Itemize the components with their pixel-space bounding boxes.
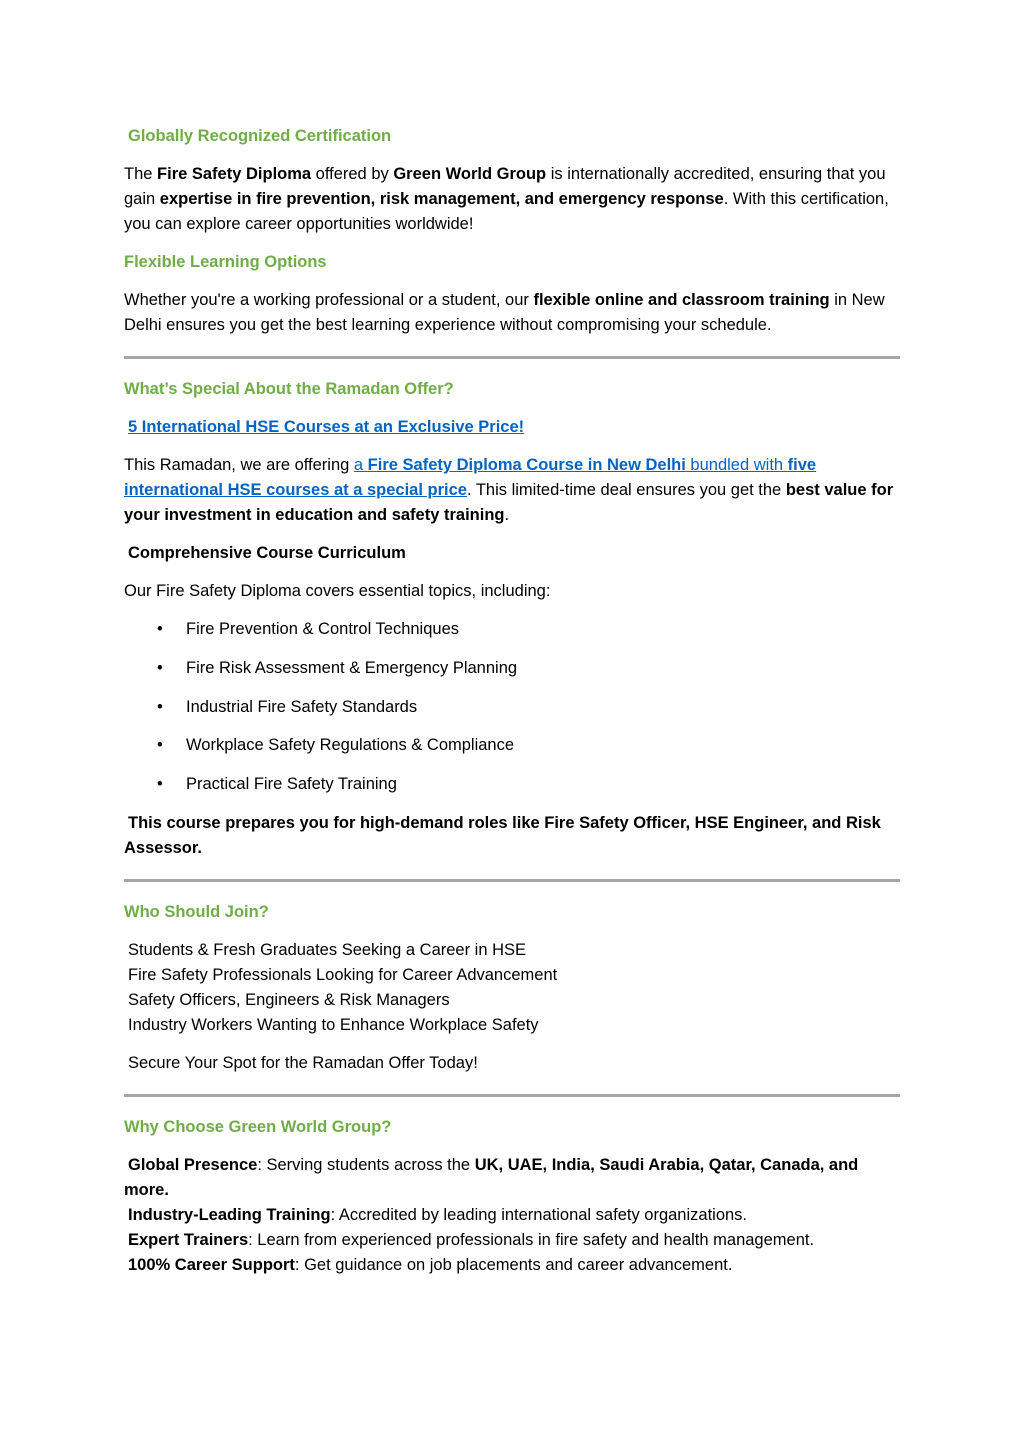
text-bold: Global Presence <box>128 1155 258 1174</box>
bullet-icon: • <box>157 620 163 638</box>
roles-paragraph <box>124 811 900 861</box>
list-item <box>124 772 900 797</box>
heading-why: Why Choose Green World Group? <box>124 1117 392 1136</box>
list-item: Industry Workers Wanting to Enhance Workplace Safety <box>128 1015 539 1034</box>
text-bold: Fire Safety Diploma <box>157 165 312 183</box>
list-item <box>124 733 900 758</box>
text: : Get guidance on job placements and career advancement. <box>294 1255 733 1274</box>
text-bold: expertise in fire prevention, risk management, and emergency response <box>159 190 724 208</box>
text-bold: flexible online and classroom training <box>533 291 830 309</box>
paragraph-certification <box>124 162 900 237</box>
paragraph-ramadan <box>124 453 900 528</box>
link-text: bundled with <box>685 456 788 474</box>
text: in New Delhi ensures you get the best learning experience without compromising your schedule. <box>124 291 885 334</box>
link-text-bold: Fire Safety Diploma Course in New Delhi <box>367 456 686 474</box>
list-item <box>124 1253 900 1278</box>
text: : Accredited by leading international safety organizations. <box>330 1205 748 1224</box>
list-item <box>124 1153 900 1203</box>
bullet-icon: • <box>157 697 163 716</box>
text: offered by <box>311 165 394 183</box>
heading-ramadan: What’s Special About the Ramadan Offer? <box>124 380 454 398</box>
list-item <box>124 695 900 720</box>
text: Whether you're a working professional or a student, our <box>124 291 534 309</box>
text: . With this certification, you can explore career opportunities worldwide! <box>124 190 889 233</box>
document-page <box>124 124 900 1278</box>
text: : Serving students across the <box>257 1155 475 1174</box>
list-item-text: Fire Prevention & Control Techniques <box>186 620 460 638</box>
list-item-text: Industrial Fire Safety Standards <box>186 697 418 716</box>
list-item <box>124 656 900 681</box>
list-item <box>124 617 900 642</box>
list-item <box>124 1203 900 1228</box>
text: The <box>124 165 158 183</box>
text-bold: Expert Trainers <box>128 1230 249 1249</box>
bullet-icon: • <box>157 775 163 794</box>
cta-text: Secure Your Spot for the Ramadan Offer Today! <box>128 1053 478 1072</box>
text-bold: This course prepares you for high-demand roles like Fire Safety Officer, HSE Engineer, and Risk Assessor. <box>124 813 881 857</box>
list-item: Students & Fresh Graduates Seeking a Career in HSE <box>128 940 527 959</box>
link-text: a <box>353 456 368 474</box>
heading-who: Who Should Join? <box>124 902 269 921</box>
link-heading-wrap <box>124 415 900 440</box>
text-bold: Industry-Leading Training <box>128 1205 331 1224</box>
divider <box>124 879 900 882</box>
text: . <box>504 506 510 524</box>
divider <box>124 1094 900 1097</box>
bullet-icon: • <box>157 736 163 755</box>
text: . This limited-time deal ensures you get the <box>466 481 786 499</box>
text: is internationally accredited, ensuring that you gain <box>124 165 886 208</box>
list-item-text: Fire Risk Assessment & Emergency Planning <box>186 658 518 677</box>
exclusive-price-link[interactable]: 5 International HSE Courses at an Exclusive Price! <box>128 418 525 436</box>
list-item <box>124 1228 900 1253</box>
heading-certification: Globally Recognized Certification <box>128 127 392 145</box>
list-item-text: Workplace Safety Regulations & Compliance <box>186 736 515 755</box>
why-list <box>124 1153 900 1278</box>
divider <box>124 356 900 359</box>
text-bold: 100% Career Support <box>128 1255 295 1274</box>
heading-flexible: Flexible Learning Options <box>124 253 327 271</box>
list-item-text: Practical Fire Safety Training <box>186 775 397 794</box>
bullet-icon: • <box>157 658 163 677</box>
who-list <box>124 938 900 1038</box>
text: This Ramadan, we are offering <box>124 456 354 474</box>
text-bold: Comprehensive Course Curriculum <box>128 544 406 562</box>
text-bold: best value for your investment in education and safety training <box>124 481 894 524</box>
curriculum-intro: Our Fire Safety Diploma covers essential topics, including: <box>124 582 551 600</box>
text-bold: Green World Group <box>393 165 547 183</box>
text-bold: UK, UAE, India, Saudi Arabia, Qatar, Canada, and more. <box>124 1155 859 1199</box>
list-item: Safety Officers, Engineers & Risk Managers <box>128 990 450 1009</box>
link-text-bold: five international HSE courses at a special price <box>124 456 817 499</box>
text: : Learn from experienced professionals in fire safety and health management. <box>248 1230 815 1249</box>
heading-curriculum <box>124 541 900 566</box>
list-item: Fire Safety Professionals Looking for Career Advancement <box>128 965 558 984</box>
curriculum-list <box>124 617 900 797</box>
paragraph-flexible <box>124 288 900 338</box>
